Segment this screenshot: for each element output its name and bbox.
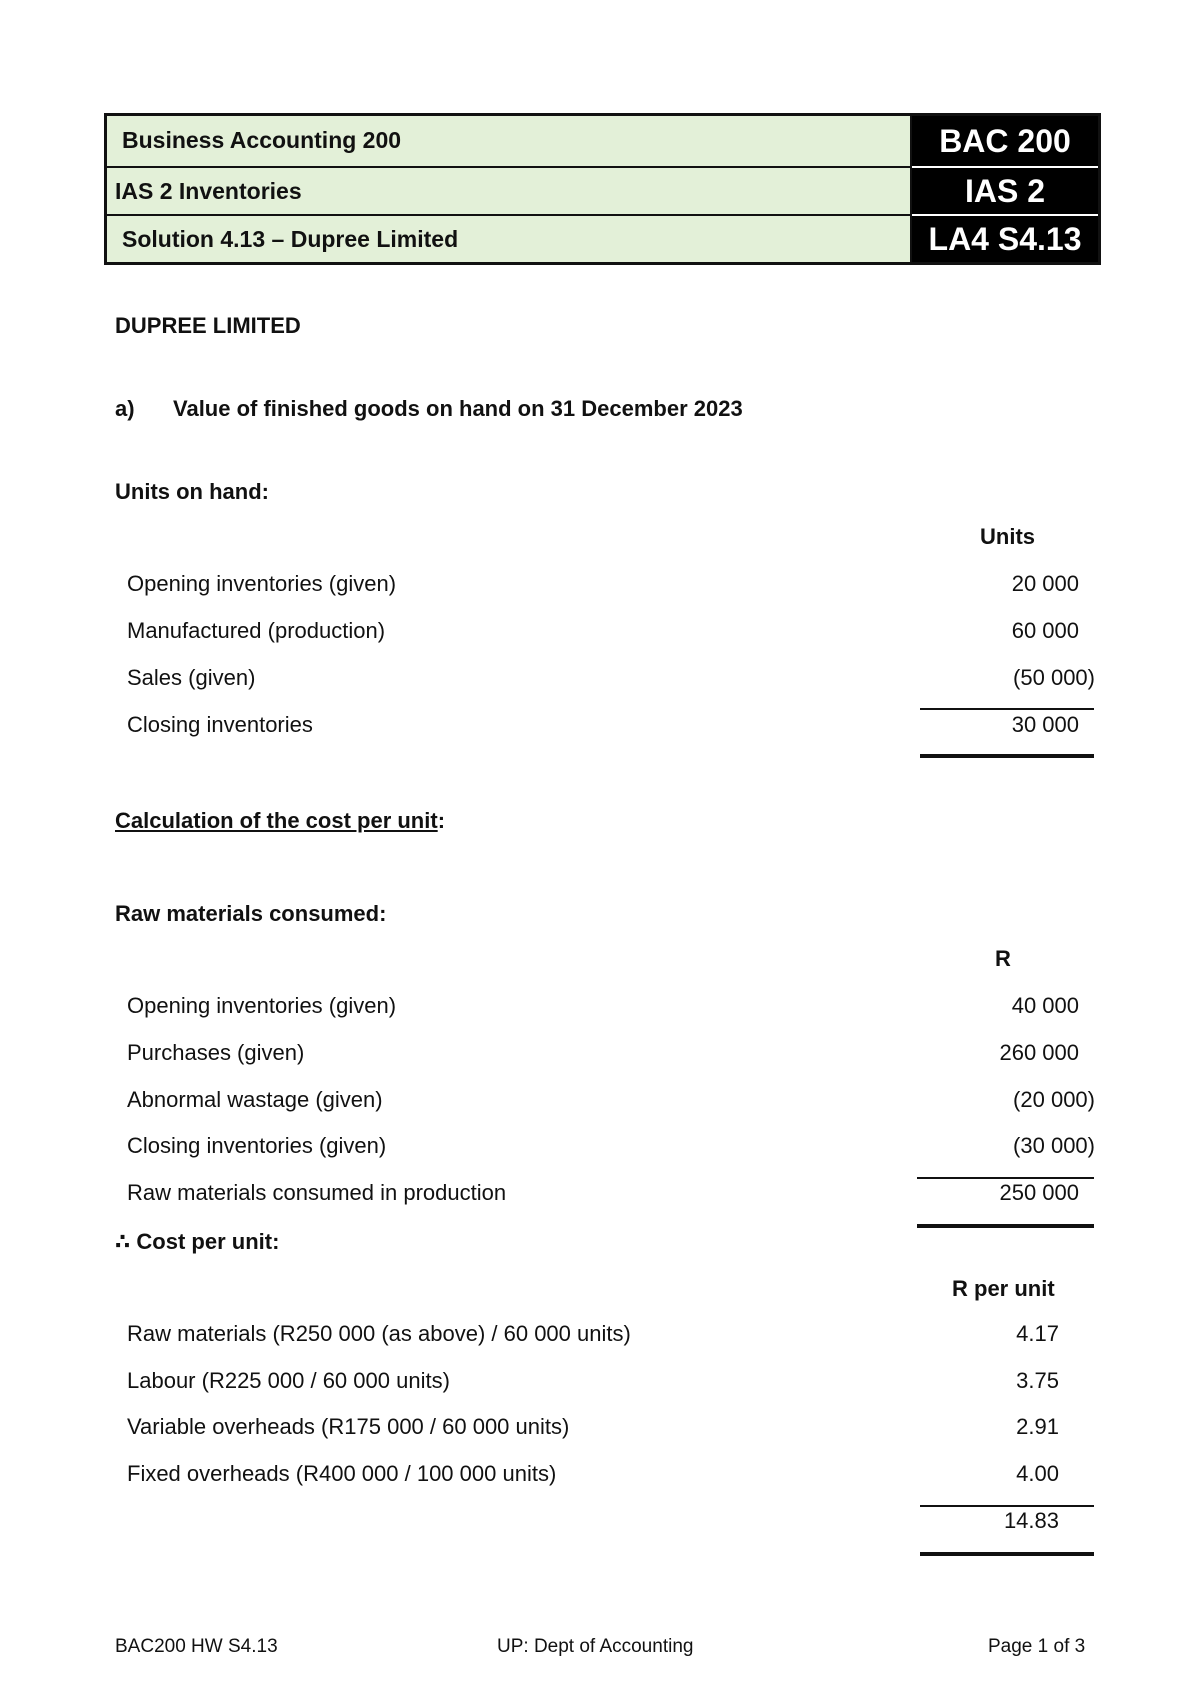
- row-label: Labour (R225 000 / 60 000 units): [127, 1368, 450, 1393]
- total-rule: [920, 754, 1094, 758]
- table-row: [127, 1087, 1095, 1117]
- row-value: 40 000: [1011, 993, 1079, 1018]
- cost-calculation-heading: [115, 808, 445, 834]
- footer-document-code: BAC200 HW S4.13: [115, 1636, 278, 1657]
- row-label: Raw materials consumed in production: [127, 1180, 507, 1205]
- table-row: [127, 1040, 1077, 1070]
- header-row-solution: [107, 216, 1098, 262]
- row-value: 250 000: [999, 1180, 1079, 1205]
- subtotal-rule: [920, 1505, 1094, 1507]
- row-value: 20 000: [1011, 571, 1079, 596]
- cpu-column-header: R per unit: [952, 1276, 1055, 1301]
- row-label: Abnormal wastage (given): [127, 1087, 383, 1112]
- course-title: Business Accounting 200: [107, 116, 912, 166]
- row-label: Opening inventories (given): [127, 571, 397, 596]
- row-value: 4.00: [1016, 1461, 1059, 1486]
- row-value: 30 000: [1011, 712, 1079, 737]
- footer-page-number: Page 1 of 3: [988, 1636, 1086, 1657]
- table-row: [127, 1133, 1095, 1163]
- total-rule: [920, 1552, 1094, 1556]
- topic-title: IAS 2 Inventories: [107, 168, 912, 214]
- table-row: [127, 571, 1077, 601]
- row-label: Manufactured (production): [127, 618, 386, 643]
- subtotal-rule: [920, 708, 1094, 710]
- row-label: Purchases (given): [127, 1040, 305, 1065]
- header-box: [104, 113, 1101, 265]
- table-row: [127, 712, 1077, 742]
- row-value: (50 000): [1013, 665, 1095, 690]
- raw-materials-heading: Raw materials consumed:: [115, 901, 387, 926]
- subtotal-rule: [917, 1177, 1094, 1179]
- cost-heading-text: Calculation of the cost per unit: [115, 808, 438, 833]
- row-value: 4.17: [1016, 1321, 1059, 1346]
- row-label: Fixed overheads (R400 000 / 100 000 units): [127, 1461, 557, 1486]
- cost-per-unit-heading: ∴ Cost per unit:: [115, 1229, 280, 1254]
- company-name: DUPREE LIMITED: [115, 313, 301, 338]
- row-label: Sales (given): [127, 665, 256, 690]
- raw-column-header: R: [995, 946, 1011, 971]
- table-row: [127, 618, 1077, 648]
- table-row: [127, 993, 1077, 1023]
- table-row: [127, 1368, 1059, 1398]
- part-a-label: a): [115, 396, 135, 421]
- row-value: 3.75: [1016, 1368, 1059, 1393]
- row-value: 260 000: [999, 1040, 1079, 1065]
- table-row: [127, 1321, 1059, 1351]
- table-row-total: [127, 1508, 1059, 1538]
- part-a-title: Value of finished goods on hand on 31 December 2023: [173, 396, 743, 421]
- row-value: (30 000): [1013, 1133, 1095, 1158]
- header-row-topic: [107, 168, 1098, 214]
- row-label: Closing inventories: [127, 712, 313, 737]
- row-label: Opening inventories (given): [127, 993, 397, 1018]
- table-row: [127, 665, 1095, 695]
- header-row-course: [107, 116, 1098, 166]
- units-column-header: Units: [980, 524, 1035, 549]
- total-rule: [917, 1224, 1094, 1228]
- cost-per-unit-total: 14.83: [1003, 1508, 1059, 1533]
- cost-heading-colon: :: [437, 808, 446, 833]
- topic-code: IAS 2: [912, 168, 1098, 214]
- row-label: Variable overheads (R175 000 / 60 000 units): [127, 1414, 570, 1439]
- units-heading: Units on hand:: [115, 479, 269, 504]
- row-label: Closing inventories (given): [127, 1133, 387, 1158]
- row-label: Raw materials (R250 000 (as above) / 60 000 units): [127, 1321, 631, 1346]
- course-code: BAC 200: [912, 116, 1098, 166]
- row-value: (20 000): [1013, 1087, 1095, 1112]
- solution-title: Solution 4.13 – Dupree Limited: [107, 216, 912, 262]
- footer-department: UP: Dept of Accounting: [497, 1636, 694, 1657]
- table-row: [127, 1414, 1059, 1444]
- table-row: [127, 1461, 1059, 1491]
- table-row: [127, 1180, 1077, 1210]
- row-value: 60 000: [1011, 618, 1079, 643]
- row-value: 2.91: [1016, 1414, 1059, 1439]
- solution-code: LA4 S4.13: [912, 216, 1098, 262]
